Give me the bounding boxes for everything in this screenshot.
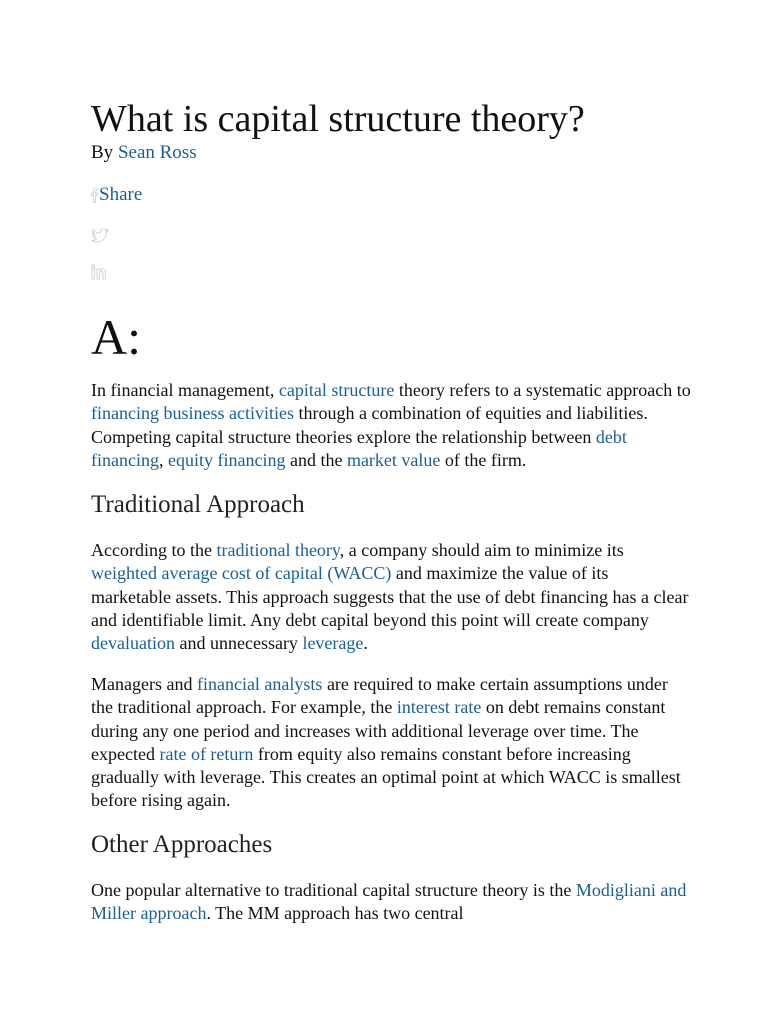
text-run: are required to make certain assumptions under the traditional approach. For example, the: [91, 674, 668, 718]
paragraph-intro: [91, 379, 691, 472]
inline-link[interactable]: financing business activities: [91, 403, 294, 424]
page-title: What is capital structure theory?: [91, 98, 585, 140]
text-run: .: [363, 633, 368, 654]
text-run: through a combination of equities and liabilities. Competing capital structure theories explore the relationship between: [91, 403, 648, 447]
inline-link[interactable]: traditional theory: [216, 540, 340, 560]
text-run: on debt remains constant during any one period and increases with additional leverage over time. The expected: [91, 697, 666, 764]
inline-link[interactable]: rate of return: [159, 743, 254, 764]
inline-link[interactable]: Modigliani and Miller approach: [91, 880, 687, 924]
inline-link[interactable]: market value: [346, 449, 441, 470]
share-link[interactable]: Share: [99, 184, 143, 205]
text-run: theory refers to a systematic approach to: [394, 380, 691, 400]
twitter-icon[interactable]: [91, 228, 109, 244]
text-run: . The MM approach has two central: [206, 903, 464, 924]
inline-link[interactable]: debt financing: [91, 426, 627, 470]
text-run: and the: [285, 449, 347, 470]
inline-link[interactable]: interest rate: [396, 697, 482, 718]
byline: [91, 141, 197, 165]
text-run: According to the: [91, 540, 217, 560]
text-run: In financial management,: [91, 380, 279, 400]
byline-prefix: By: [91, 142, 118, 163]
inline-link[interactable]: equity financing: [167, 449, 286, 470]
paragraph-assumptions: [91, 673, 691, 813]
inline-link[interactable]: leverage: [302, 633, 364, 654]
inline-link[interactable]: financial analysts: [196, 674, 323, 694]
text-run: One popular alternative to traditional capital structure theory is the: [91, 880, 576, 900]
heading-other-approaches: Other Approaches: [91, 831, 273, 858]
text-run: and maximize the value of its marketable assets. This approach suggests that the use of debt financing has a clear and identifiable limit. Any debt capital beyond this point will create company: [91, 563, 689, 630]
text-run: Managers and: [91, 674, 197, 694]
share-button[interactable]: [91, 183, 142, 207]
author-link[interactable]: Sean Ross: [117, 142, 197, 163]
heading-traditional-approach: Traditional Approach: [91, 491, 305, 518]
answer-label: A:: [91, 309, 141, 365]
inline-link[interactable]: capital structure: [278, 380, 395, 400]
paragraph-traditional: [91, 539, 691, 655]
text-run: and unnecessary: [174, 633, 303, 654]
text-run: from equity also remains constant before increasing gradually with leverage. This creates an optimal point at which WACC is smallest before rising again.: [91, 743, 681, 811]
paragraph-other: [91, 879, 691, 926]
linkedin-icon[interactable]: [91, 264, 109, 280]
inline-link[interactable]: weighted average cost of capital (WACC): [91, 563, 392, 584]
text-run: ,: [158, 449, 168, 470]
text-run: of the firm.: [440, 449, 527, 470]
facebook-icon[interactable]: [91, 187, 98, 203]
text-run: , a company should aim to minimize its: [339, 540, 624, 560]
inline-link[interactable]: devaluation: [91, 633, 175, 654]
